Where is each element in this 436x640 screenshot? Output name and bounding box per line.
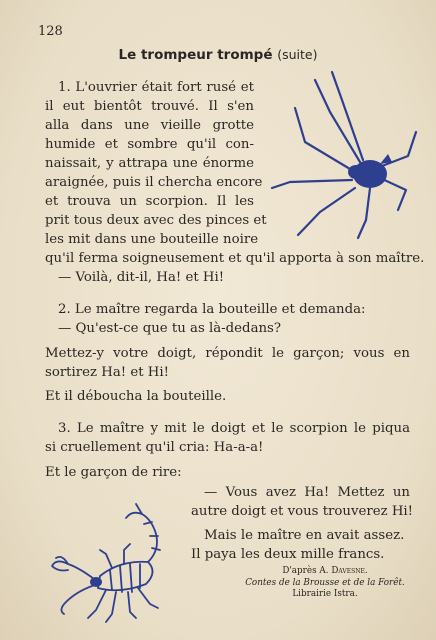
- text-line: — Voilà, dit-il, Ha! et Hi!: [58, 270, 225, 285]
- text-line: Et le garçon de rire:: [45, 465, 182, 480]
- text-line: il eut bientôt trouvé. Il s'en: [45, 99, 254, 114]
- text-line: qu'il ferma soigneusement et qu'il apporta à son maître.: [45, 251, 425, 266]
- text-line: 2. Le maître regarda la bouteille et demanda:: [58, 302, 366, 317]
- text-line: Et il déboucha la bouteille.: [45, 389, 227, 404]
- title-suffix: (suite): [277, 47, 318, 62]
- text-line: les mit dans une bouteille noire: [45, 232, 259, 247]
- text-line: Mais le maître en avait assez.: [204, 528, 405, 543]
- text-line: alla dans une vieille grotte: [45, 118, 254, 133]
- text-line: sortirez Ha! et Hi!: [45, 365, 169, 380]
- credit-publisher: Librairie Istra.: [292, 589, 358, 599]
- text-line: araignée, puis il chercha encore: [45, 175, 263, 190]
- credit-author: D'après A. Davesne.: [282, 566, 368, 576]
- text-line: — Vous avez Ha! Mettez un: [204, 485, 410, 500]
- text-line: — Qu'est-ce que tu as là-dedans?: [58, 321, 282, 336]
- scorpion-illustration: [40, 498, 200, 623]
- title-main: Le trompeur trompé: [118, 47, 273, 63]
- text-line: et trouva un scorpion. Il les: [45, 194, 254, 209]
- text-line: si cruellement qu'il cria: Ha-a-a!: [45, 440, 264, 455]
- text-line: autre doigt et vous trouverez Hi!: [191, 504, 414, 519]
- page-title: [0, 47, 436, 63]
- text-line: humide et sombre qu'il con-: [45, 137, 254, 152]
- page-number: 128: [38, 24, 63, 39]
- text-line: Mettez-y votre doigt, répondit le garçon; vous en: [45, 346, 410, 361]
- source-credits: [220, 566, 430, 601]
- credit-book: Contes de la Brousse et de la Forêt.: [245, 577, 405, 588]
- text-line: naissait, y attrapa une énorme: [45, 156, 254, 171]
- spider-illustration: [270, 70, 420, 240]
- text-line: 1. L'ouvrier était fort rusé et: [58, 80, 254, 95]
- text-line: 3. Le maître y mit le doigt et le scorpion le piqua: [58, 421, 410, 436]
- text-line: prit tous deux avec des pinces et: [45, 213, 267, 228]
- text-line: Il paya les deux mille francs.: [191, 547, 385, 562]
